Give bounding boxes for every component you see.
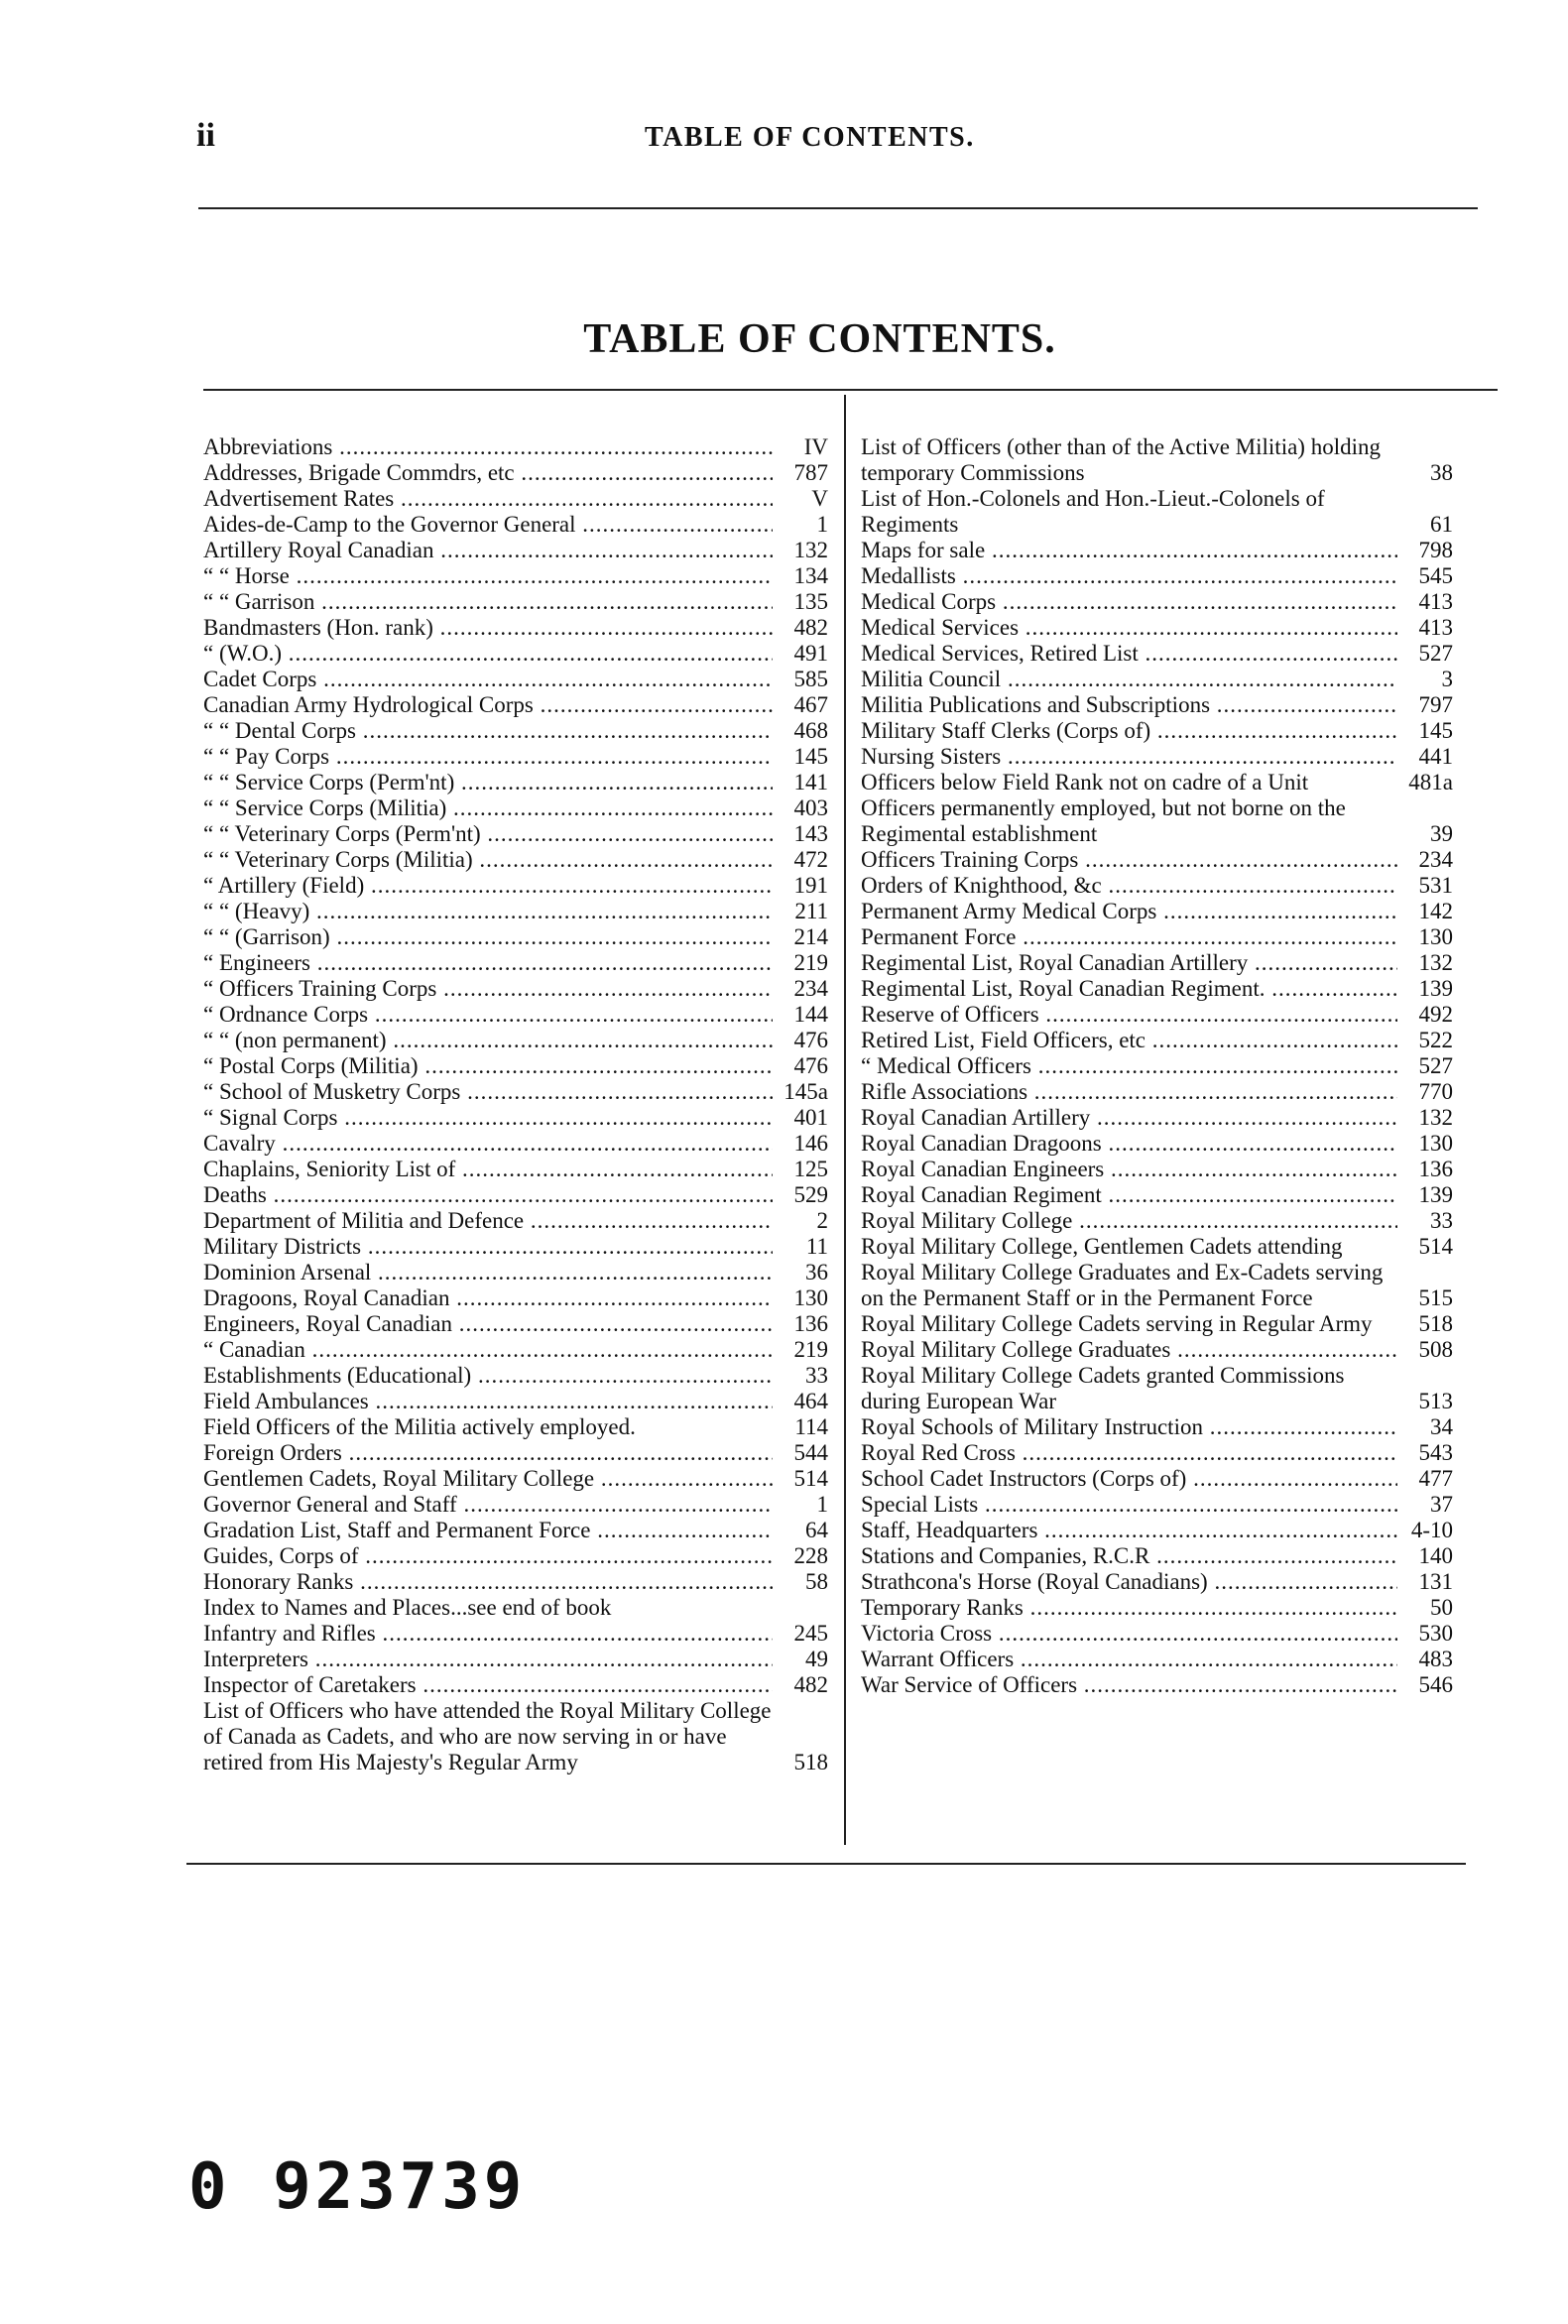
toc-entry — [203, 1182, 828, 1208]
toc-entry-title: Officers below Field Rank not on cadre of a Unit — [861, 770, 1309, 795]
toc-entry-title: Military Districts ..... — [203, 1234, 773, 1260]
toc-entry-page: 527 — [1418, 641, 1453, 666]
toc-entry — [203, 1260, 828, 1285]
toc-entry-title: Permanent Army Medical Corps ..... — [861, 899, 1397, 924]
toc-entry-title: Royal Canadian Engineers ..... — [861, 1157, 1397, 1182]
toc-entry — [203, 1311, 828, 1337]
toc-right-column — [861, 434, 1453, 1698]
toc-entry-page: 144 — [793, 1002, 828, 1027]
toc-entry-page: 531 — [1418, 873, 1453, 898]
toc-entry-title: “ “ Veterinary Corps (Perm'nt) ..... — [203, 821, 773, 847]
toc-entry — [861, 795, 1453, 847]
toc-entry-page: 530 — [1418, 1621, 1453, 1646]
toc-entry-page: 49 — [805, 1647, 828, 1671]
toc-entry — [861, 1028, 1453, 1053]
toc-entry-title: “ Officers Training Corps ..... — [203, 976, 773, 1002]
toc-entry-page: 522 — [1418, 1028, 1453, 1052]
toc-entry — [861, 692, 1453, 718]
toc-entry — [203, 667, 828, 692]
toc-entry-page: 472 — [793, 847, 828, 872]
toc-entry-title: Inspector of Caretakers ..... — [203, 1672, 773, 1698]
toc-entry-title: Chaplains, Seniority List of ..... — [203, 1157, 773, 1182]
toc-left-column — [203, 434, 828, 1775]
toc-entry — [203, 821, 828, 847]
toc-entry-title: “ “ (Heavy) ..... — [203, 899, 773, 924]
toc-entry-page: 141 — [793, 770, 828, 795]
toc-entry-title: “ (W.O.) ..... — [203, 641, 773, 667]
toc-entry — [203, 1337, 828, 1363]
toc-entry — [203, 1595, 828, 1621]
toc-entry-title: Regimental List, Royal Canadian Artillery ..... — [861, 950, 1397, 976]
toc-entry-title: Medallists ..... — [861, 563, 1397, 589]
toc-entry-title: Royal Canadian Artillery ..... — [861, 1105, 1397, 1131]
toc-entry-title: Cadet Corps ..... — [203, 667, 773, 692]
toc-entry — [203, 976, 828, 1002]
page-title: TABLE OF CONTENTS. — [583, 316, 1056, 362]
toc-entry-page: 476 — [793, 1028, 828, 1052]
serial-number: 0 923739 — [188, 2150, 527, 2224]
toc-entry-page: 130 — [1418, 924, 1453, 949]
toc-entry-title: “ Engineers ..... — [203, 950, 773, 976]
toc-entry-title: Regimental List, Royal Canadian Regiment. ..... — [861, 976, 1397, 1002]
toc-entry — [203, 770, 828, 795]
toc-entry-page: 145 — [1418, 718, 1453, 743]
toc-entry — [861, 1234, 1453, 1260]
toc-entry-title: Victoria Cross ..... — [861, 1621, 1397, 1647]
toc-entry-page: 543 — [1418, 1440, 1453, 1465]
toc-entry-title: “ “ Service Corps (Militia) ..... — [203, 795, 773, 821]
toc-entry-page: V — [811, 486, 828, 511]
toc-entry-title: Canadian Army Hydrological Corps ..... — [203, 692, 773, 718]
toc-entry-title: Abbreviations ..... — [203, 434, 773, 460]
toc-entry-page: 464 — [793, 1389, 828, 1413]
toc-entry-page: 140 — [1418, 1543, 1453, 1568]
toc-entry — [203, 1672, 828, 1698]
toc-entry-page: 39 — [1430, 821, 1453, 846]
toc-entry-title: Foreign Orders ..... — [203, 1440, 773, 1466]
toc-entry-page: 50 — [1430, 1595, 1453, 1620]
toc-entry-page: 770 — [1418, 1079, 1453, 1104]
toc-entry — [203, 1157, 828, 1182]
toc-entry-title: Field Officers of the Militia actively employed. — [203, 1414, 636, 1439]
toc-entry-page: 401 — [793, 1105, 828, 1130]
toc-entry — [203, 1208, 828, 1234]
toc-entry-page: 3 — [1441, 667, 1453, 691]
toc-entry — [203, 899, 828, 924]
toc-entry — [203, 1440, 828, 1466]
toc-entry-title: Royal Military College Cadets granted Commissions during European War — [861, 1363, 1345, 1413]
toc-entry-title: Bandmasters (Hon. rank) ..... — [203, 615, 773, 641]
toc-entry-title: Royal Military College ..... — [861, 1208, 1397, 1234]
toc-entry — [203, 434, 828, 460]
toc-entry — [203, 873, 828, 899]
toc-entry — [861, 847, 1453, 873]
toc-entry-title: Aides-de-Camp to the Governor General ..... — [203, 512, 773, 538]
toc-entry-page: 142 — [1418, 899, 1453, 923]
toc-entry-title: “ Postal Corps (Militia) ..... — [203, 1053, 773, 1079]
toc-entry-title: “ Artillery (Field) ..... — [203, 873, 773, 899]
toc-entry-title: Medical Services, Retired List ..... — [861, 641, 1397, 667]
toc-entry-title: Royal Military College Graduates and Ex-Cadets serving on the Permanent Staff or in the Permanent Force — [861, 1260, 1384, 1310]
toc-entry — [861, 615, 1453, 641]
toc-entry-page: 492 — [1418, 1002, 1453, 1027]
toc-entry-title: Governor General and Staff ..... — [203, 1492, 773, 1518]
column-divider — [844, 395, 846, 1845]
top-rule — [198, 207, 1478, 209]
toc-entry — [203, 1543, 828, 1569]
toc-entry — [203, 847, 828, 873]
toc-entry — [861, 1595, 1453, 1621]
toc-entry — [861, 589, 1453, 615]
toc-entry — [861, 538, 1453, 563]
toc-entry-page: 482 — [793, 615, 828, 640]
toc-entry-page: 468 — [793, 718, 828, 743]
toc-entry — [861, 1053, 1453, 1079]
toc-entry — [861, 976, 1453, 1002]
toc-entry-title: List of Officers (other than of the Active Militia) holding temporary Commissions — [861, 434, 1381, 485]
toc-entry-title: “ Signal Corps ..... — [203, 1105, 773, 1131]
toc-entry-page: 491 — [793, 641, 828, 666]
toc-entry-title: Retired List, Field Officers, etc ..... — [861, 1028, 1397, 1053]
toc-entry — [203, 486, 828, 512]
toc-entry — [861, 1492, 1453, 1518]
toc-entry-title: Reserve of Officers ..... — [861, 1002, 1397, 1028]
toc-entry-page: 34 — [1430, 1414, 1453, 1439]
toc-entry-page: 139 — [1418, 1182, 1453, 1207]
toc-entry-title: Field Ambulances ..... — [203, 1389, 773, 1414]
toc-entry — [203, 1698, 828, 1775]
toc-entry-page: 1 — [816, 1492, 828, 1517]
toc-entry — [861, 1466, 1453, 1492]
toc-entry — [203, 615, 828, 641]
toc-entry-page: 136 — [1418, 1157, 1453, 1181]
toc-entry-title: Officers Training Corps ..... — [861, 847, 1397, 873]
toc-entry-title: Establishments (Educational) ..... — [203, 1363, 773, 1389]
toc-entry-page: 132 — [793, 538, 828, 562]
toc-entry-page: 130 — [793, 1285, 828, 1310]
toc-entry-page: 135 — [793, 589, 828, 614]
toc-entry-title: Guides, Corps of ..... — [203, 1543, 773, 1569]
toc-entry-page: 191 — [793, 873, 828, 898]
toc-entry — [203, 1621, 828, 1647]
toc-entry-page: 11 — [805, 1234, 828, 1259]
toc-entry — [203, 538, 828, 563]
toc-entry-page: IV — [803, 434, 828, 459]
toc-entry — [203, 1053, 828, 1079]
toc-entry — [861, 1337, 1453, 1363]
toc-entry-title: Military Staff Clerks (Corps of) ..... — [861, 718, 1397, 744]
toc-entry-title: Royal Military College, Gentlemen Cadets attending — [861, 1234, 1343, 1259]
toc-entry-title: Staff, Headquarters ..... — [861, 1518, 1397, 1543]
toc-entry-page: 441 — [1418, 744, 1453, 769]
toc-entry-title: “ “ (Garrison) ..... — [203, 924, 773, 950]
toc-entry-title: Nursing Sisters ..... — [861, 744, 1397, 770]
toc-entry-title: “ Medical Officers ..... — [861, 1053, 1397, 1079]
toc-entry — [861, 486, 1453, 538]
toc-entry-page: 64 — [805, 1518, 828, 1542]
toc-entry — [861, 1518, 1453, 1543]
toc-entry — [203, 1518, 828, 1543]
toc-entry — [861, 641, 1453, 667]
toc-entry-page: 513 — [1418, 1389, 1453, 1413]
toc-entry — [203, 1466, 828, 1492]
toc-entry — [203, 563, 828, 589]
toc-entry-page: 545 — [1418, 563, 1453, 588]
toc-entry — [203, 1028, 828, 1053]
toc-entry — [861, 718, 1453, 744]
toc-entry-page: 136 — [793, 1311, 828, 1336]
toc-entry-title: Advertisement Rates ..... — [203, 486, 773, 512]
toc-entry-title: Rifle Associations ..... — [861, 1079, 1397, 1105]
toc-entry — [861, 1079, 1453, 1105]
toc-entry-title: List of Hon.-Colonels and Hon.-Lieut.-Colonels of Regiments — [861, 486, 1325, 537]
toc-entry-title: “ Ordnance Corps ..... — [203, 1002, 773, 1028]
toc-entry — [203, 1285, 828, 1311]
running-title: TABLE OF CONTENTS. — [645, 122, 975, 153]
toc-entry — [861, 1414, 1453, 1440]
toc-entry — [861, 1208, 1453, 1234]
toc-entry-page: 58 — [805, 1569, 828, 1594]
toc-entry-page: 36 — [805, 1260, 828, 1284]
toc-entry — [203, 1002, 828, 1028]
toc-entry — [203, 512, 828, 538]
toc-entry-title: School Cadet Instructors (Corps of) ..... — [861, 1466, 1397, 1492]
toc-entry — [861, 924, 1453, 950]
toc-entry — [861, 1647, 1453, 1672]
toc-entry-title: “ “ (non permanent) ..... — [203, 1028, 773, 1053]
toc-entry-page: 477 — [1418, 1466, 1453, 1491]
toc-entry-title: Honorary Ranks ..... — [203, 1569, 773, 1595]
toc-entry-page: 1 — [816, 512, 828, 537]
toc-entry-title: “ School of Musketry Corps ..... — [203, 1079, 773, 1105]
toc-entry-page: 2 — [816, 1208, 828, 1233]
toc-entry-page: 61 — [1430, 512, 1453, 537]
toc-entry-title: Maps for sale ..... — [861, 538, 1397, 563]
toc-entry — [203, 1131, 828, 1157]
running-head — [0, 117, 1568, 157]
toc-entry-title: Royal Military College Graduates ..... — [861, 1337, 1397, 1363]
toc-entry — [861, 563, 1453, 589]
toc-entry — [203, 1079, 828, 1105]
toc-entry-title: List of Officers who have attended the Royal Military College of Canada as Cadets, and who are now serving in or have retired from His Majesty's Regular Army — [203, 1698, 772, 1774]
toc-entry-page: 515 — [1418, 1285, 1453, 1310]
toc-entry-page: 33 — [805, 1363, 828, 1388]
toc-entry-title: Strathcona's Horse (Royal Canadians) ..... — [861, 1569, 1397, 1595]
toc-entry-title: Engineers, Royal Canadian ..... — [203, 1311, 773, 1337]
toc-entry-page: 145 — [793, 744, 828, 769]
toc-entry-page: 529 — [793, 1182, 828, 1207]
toc-entry-page: 4-10 — [1410, 1518, 1453, 1542]
toc-entry-page: 476 — [793, 1053, 828, 1078]
toc-entry — [203, 589, 828, 615]
toc-entry — [861, 1440, 1453, 1466]
toc-entry — [203, 718, 828, 744]
toc-entry — [861, 1569, 1453, 1595]
toc-entry-page: 413 — [1418, 589, 1453, 614]
toc-entry — [861, 1621, 1453, 1647]
toc-entry — [203, 1492, 828, 1518]
toc-entry-page: 514 — [1418, 1234, 1453, 1259]
toc-entry-page: 797 — [1418, 692, 1453, 717]
toc-entry — [203, 744, 828, 770]
toc-entry-page: 219 — [793, 950, 828, 975]
toc-entry-page: 132 — [1418, 1105, 1453, 1130]
toc-entry-title: Officers permanently employed, but not borne on the Regimental establishment — [861, 795, 1346, 846]
toc-entry — [861, 1260, 1453, 1311]
toc-entry — [861, 1543, 1453, 1569]
toc-entry-page: 145a — [784, 1079, 828, 1104]
toc-entry-page: 37 — [1430, 1492, 1453, 1517]
toc-entry-title: “ “ Garrison ..... — [203, 589, 773, 615]
toc-entry-title: Gentlemen Cadets, Royal Military College ..... — [203, 1466, 773, 1492]
toc-entry — [861, 1157, 1453, 1182]
toc-entry-page: 546 — [1418, 1672, 1453, 1697]
toc-entry-page: 131 — [1418, 1569, 1453, 1594]
toc-entry-page: 132 — [1418, 950, 1453, 975]
toc-entry-page: 130 — [1418, 1131, 1453, 1156]
toc-entry-title: Special Lists ..... — [861, 1492, 1397, 1518]
toc-entry-title: Index to Names and Places...see end of book — [203, 1595, 612, 1620]
title-rule — [203, 389, 1498, 391]
toc-entry-title: Gradation List, Staff and Permanent Force ..... — [203, 1518, 773, 1543]
toc-entry-page: 139 — [1418, 976, 1453, 1001]
toc-entry-title: Royal Military College Cadets serving in Regular Army — [861, 1311, 1373, 1336]
toc-entry-page: 143 — [793, 821, 828, 846]
toc-entry — [203, 1363, 828, 1389]
toc-entry-title: Artillery Royal Canadian ..... — [203, 538, 773, 563]
toc-entry-title: “ “ Pay Corps ..... — [203, 744, 773, 770]
toc-entry-page: 114 — [794, 1414, 828, 1439]
toc-entry-page: 798 — [1418, 538, 1453, 562]
toc-entry-title: Stations and Companies, R.C.R ..... — [861, 1543, 1397, 1569]
toc-entry-page: 508 — [1418, 1337, 1453, 1362]
toc-entry-title: Temporary Ranks ..... — [861, 1595, 1397, 1621]
toc-entry-title: “ “ Service Corps (Perm'nt) ..... — [203, 770, 773, 795]
toc-entry — [203, 692, 828, 718]
toc-entry-page: 134 — [793, 563, 828, 588]
toc-entry — [861, 434, 1453, 486]
toc-entry-page: 585 — [793, 667, 828, 691]
toc-entry-page: 403 — [793, 795, 828, 820]
toc-entry-page: 787 — [793, 460, 828, 485]
toc-entry — [861, 873, 1453, 899]
toc-entry — [203, 795, 828, 821]
toc-entry-page: 483 — [1418, 1647, 1453, 1671]
toc-entry-page: 125 — [793, 1157, 828, 1181]
toc-entry-page: 527 — [1418, 1053, 1453, 1078]
bottom-rule — [186, 1863, 1466, 1865]
toc-entry-title: “ “ Veterinary Corps (Militia) ..... — [203, 847, 773, 873]
toc-entry — [203, 1105, 828, 1131]
toc-entry-title: Dragoons, Royal Canadian ..... — [203, 1285, 773, 1311]
toc-entry — [861, 1002, 1453, 1028]
toc-entry-page: 214 — [793, 924, 828, 949]
toc-entry — [861, 770, 1453, 795]
toc-entry — [861, 1131, 1453, 1157]
toc-entry-title: Interpreters ..... — [203, 1647, 773, 1672]
toc-entry-page: 146 — [793, 1131, 828, 1156]
toc-entry-title: Dominion Arsenal ..... — [203, 1260, 773, 1285]
toc-entry-page: 482 — [793, 1672, 828, 1697]
toc-entry-title: Medical Services ..... — [861, 615, 1397, 641]
toc-entry-page: 518 — [1418, 1311, 1453, 1336]
toc-entry-title: Infantry and Rifles ..... — [203, 1621, 773, 1647]
toc-entry — [203, 641, 828, 667]
toc-entry-page: 514 — [793, 1466, 828, 1491]
toc-entry — [203, 950, 828, 976]
toc-entry — [861, 1311, 1453, 1337]
toc-entry — [861, 744, 1453, 770]
toc-entry-page: 518 — [793, 1750, 828, 1774]
toc-entry — [861, 950, 1453, 976]
toc-entry — [203, 924, 828, 950]
toc-entry — [203, 1414, 828, 1440]
toc-entry-page: 413 — [1418, 615, 1453, 640]
toc-entry — [861, 1182, 1453, 1208]
toc-entry — [203, 1647, 828, 1672]
toc-entry-title: Warrant Officers ..... — [861, 1647, 1397, 1672]
toc-entry-page: 245 — [793, 1621, 828, 1646]
toc-entry-page: 33 — [1430, 1208, 1453, 1233]
toc-entry-title: Royal Red Cross ..... — [861, 1440, 1397, 1466]
page-number: ii — [196, 117, 215, 154]
toc-entry — [203, 1389, 828, 1414]
toc-entry — [203, 460, 828, 486]
toc-entry — [203, 1569, 828, 1595]
toc-entry-title: Royal Schools of Military Instruction ..... — [861, 1414, 1397, 1440]
toc-entry-title: Royal Canadian Regiment ..... — [861, 1182, 1397, 1208]
toc-entry-page: 219 — [793, 1337, 828, 1362]
toc-entry-page: 544 — [793, 1440, 828, 1465]
toc-entry-title: Orders of Knighthood, &c ..... — [861, 873, 1397, 899]
toc-entry — [861, 1363, 1453, 1414]
toc-entry-title: “ Canadian ..... — [203, 1337, 773, 1363]
toc-entry — [861, 1672, 1453, 1698]
toc-entry-title: Royal Canadian Dragoons ..... — [861, 1131, 1397, 1157]
toc-entry-page: 234 — [1418, 847, 1453, 872]
toc-entry-page: 234 — [793, 976, 828, 1001]
toc-entry-title: “ “ Horse ..... — [203, 563, 773, 589]
toc-entry-page: 228 — [793, 1543, 828, 1568]
toc-entry-title: War Service of Officers ..... — [861, 1672, 1397, 1698]
toc-entry-title: “ “ Dental Corps ..... — [203, 718, 773, 744]
toc-entry — [861, 1105, 1453, 1131]
toc-entry-page: 211 — [794, 899, 828, 923]
toc-entry-title: Deaths ..... — [203, 1182, 773, 1208]
toc-entry-title: Cavalry ..... — [203, 1131, 773, 1157]
toc-entry — [861, 667, 1453, 692]
toc-entry-page: 481a — [1408, 770, 1453, 795]
toc-entry-title: Medical Corps ..... — [861, 589, 1397, 615]
toc-entry — [861, 899, 1453, 924]
toc-entry-title: Militia Publications and Subscriptions ..... — [861, 692, 1397, 718]
toc-entry-page: 467 — [793, 692, 828, 717]
toc-entry-title: Militia Council ..... — [861, 667, 1397, 692]
toc-entry — [203, 1234, 828, 1260]
toc-entry-title: Addresses, Brigade Commdrs, etc ..... — [203, 460, 773, 486]
toc-entry-title: Permanent Force ..... — [861, 924, 1397, 950]
toc-entry-title: Department of Militia and Defence ..... — [203, 1208, 773, 1234]
toc-entry-page: 38 — [1430, 460, 1453, 485]
